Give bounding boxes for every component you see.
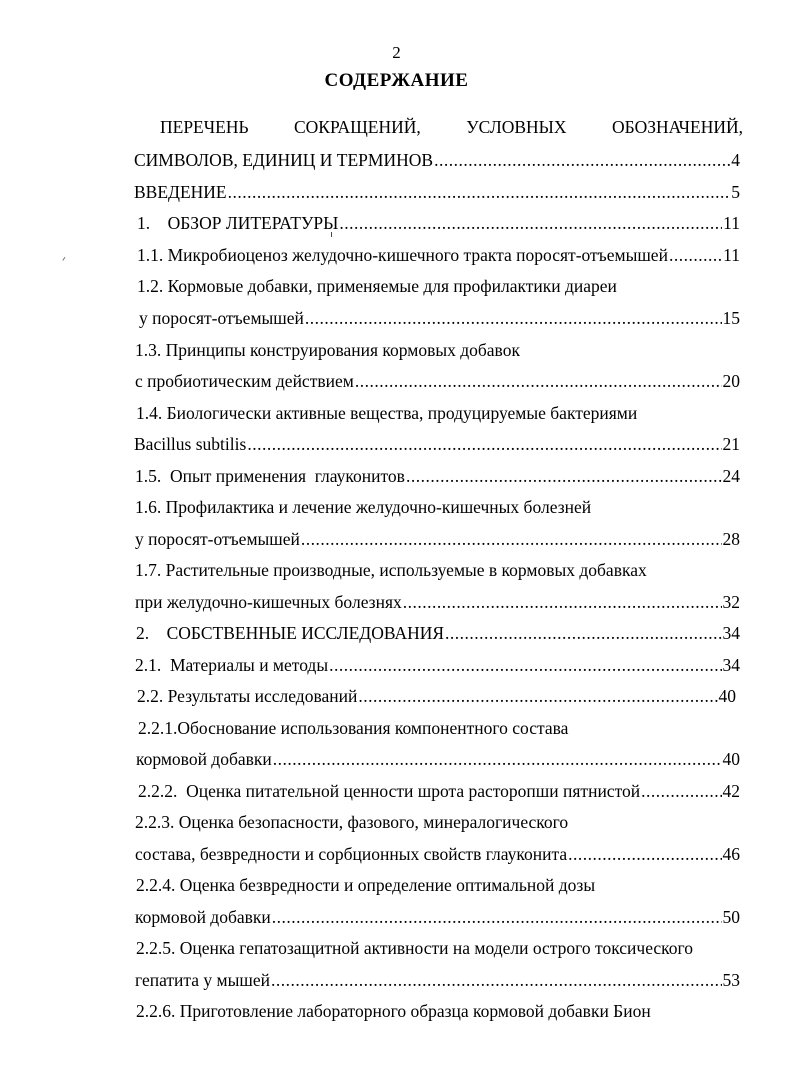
toc-entry-section-1-6-line1: 1.6. Профилактика и лечение желудочно-кишечных болезней [135,497,592,517]
leader-dots [228,182,731,202]
toc-entry-section-2-2-1: кормовой добавки ..... 40 [136,749,740,769]
toc-entry-section-1-3: с пробиотическим действием ..... 20 [135,371,740,391]
scan-speck [62,257,68,263]
leader-dots [247,434,721,454]
leader-dots [339,213,722,233]
toc-entry-section-2-2: 2.2. Результаты исследований ..... 40 [137,686,736,706]
leader-dots [355,371,722,391]
toc-entry-section-1: 1. ОБЗОР ЛИТЕРАТУРЫ ..... 11 [137,213,740,233]
toc-entry-section-1-3-line1: 1.3. Принципы конструирования кормовых добавок [135,340,520,360]
toc-entry-abbreviations-line1: ПЕРЕЧЕНЬ СОКРАЩЕНИЙ, УСЛОВНЫХ ОБОЗНАЧЕНИЙ, [160,117,743,137]
toc-entry-section-2-2-3-line1: 2.2.3. Оценка безопасности, фазового, минералогического [135,812,569,832]
leader-dots [272,907,722,927]
toc-entry-section-1-7-line1: 1.7. Растительные производные, используемые в кормовых добавках [135,560,647,580]
leader-dots [305,308,722,328]
toc-entry-section-2-2-2: 2.2.2. Оценка питательной ценности шрота расторопши пятнистой ..... 42 [138,781,740,801]
leader-dots [273,749,722,769]
toc-entry-section-2-2-1-line1: 2.2.1.Обоснование использования компонентного состава [138,718,569,738]
leader-dots [641,781,721,801]
toc-entry-section-2-1: 2.1. Материалы и методы ..... 34 [135,655,740,675]
toc-entry-section-2-2-5: гепатита у мышей ..... 53 [135,970,740,990]
toc-entry-section-2-2-4-line1: 2.2.4. Оценка безвредности и определение оптимальной дозы [136,875,596,895]
leader-dots [329,655,721,675]
leader-dots [358,686,717,706]
toc-entry-abbreviations: СИМВОЛОВ, ЕДИНИЦ И ТЕРМИНОВ ..... 4 [134,150,740,170]
toc-entry-section-2-2-3: состава, безвредности и сорбционных свойств глауконита ..... 46 [135,844,740,864]
toc-entry-section-2-2-6-line1: 2.2.6. Приготовление лабораторного образца кормовой добавки Бион [136,1001,651,1021]
leader-dots [301,529,722,549]
toc-entry-section-1-5: 1.5. Опыт применения глауконитов ..... 24 [135,466,740,486]
page-title: СОДЕРЖАНИЕ [324,70,469,91]
toc-entry-section-1-2-line1: 1.2. Кормовые добавки, применяемые для профилактики диареи [137,276,617,296]
toc-entry-section-2: 2. СОБСТВЕННЫЕ ИССЛЕДОВАНИЯ ..... 34 [136,623,740,643]
toc-entry-section-2-2-4: кормовой добавки ..... 50 [135,907,740,927]
leader-dots [445,623,721,643]
leader-dots [669,245,722,265]
toc-entry-section-1-4-line1: 1.4. Биологически активные вещества, продуцируемые бактериями [136,403,638,423]
leader-dots [434,150,730,170]
page-number: 2 [392,43,401,62]
toc-entry-section-1-2: у поросят-отъемышей ..... 15 [139,308,740,328]
toc-entry-section-1-1: 1.1. Микробиоценоз желудочно-кишечного тракта поросят-отъемышей ..... 11 [137,245,740,265]
toc-entry-section-1-6: у поросят-отъемышей ..... 28 [135,529,740,549]
leader-dots [403,592,722,612]
toc-entry-section-2-2-5-line1: 2.2.5. Оценка гепатозащитной активности на модели острого токсического [136,938,694,958]
toc-entry-section-1-7: при желудочно-кишечных болезнях ..... 32 [135,592,740,612]
toc-entry-section-1-4: Bacillus subtilis ..... 21 [134,434,740,454]
toc-entry-introduction: ВВЕДЕНИЕ ..... 5 [134,182,740,202]
leader-dots [271,970,722,990]
leader-dots [406,466,722,486]
leader-dots [568,844,721,864]
